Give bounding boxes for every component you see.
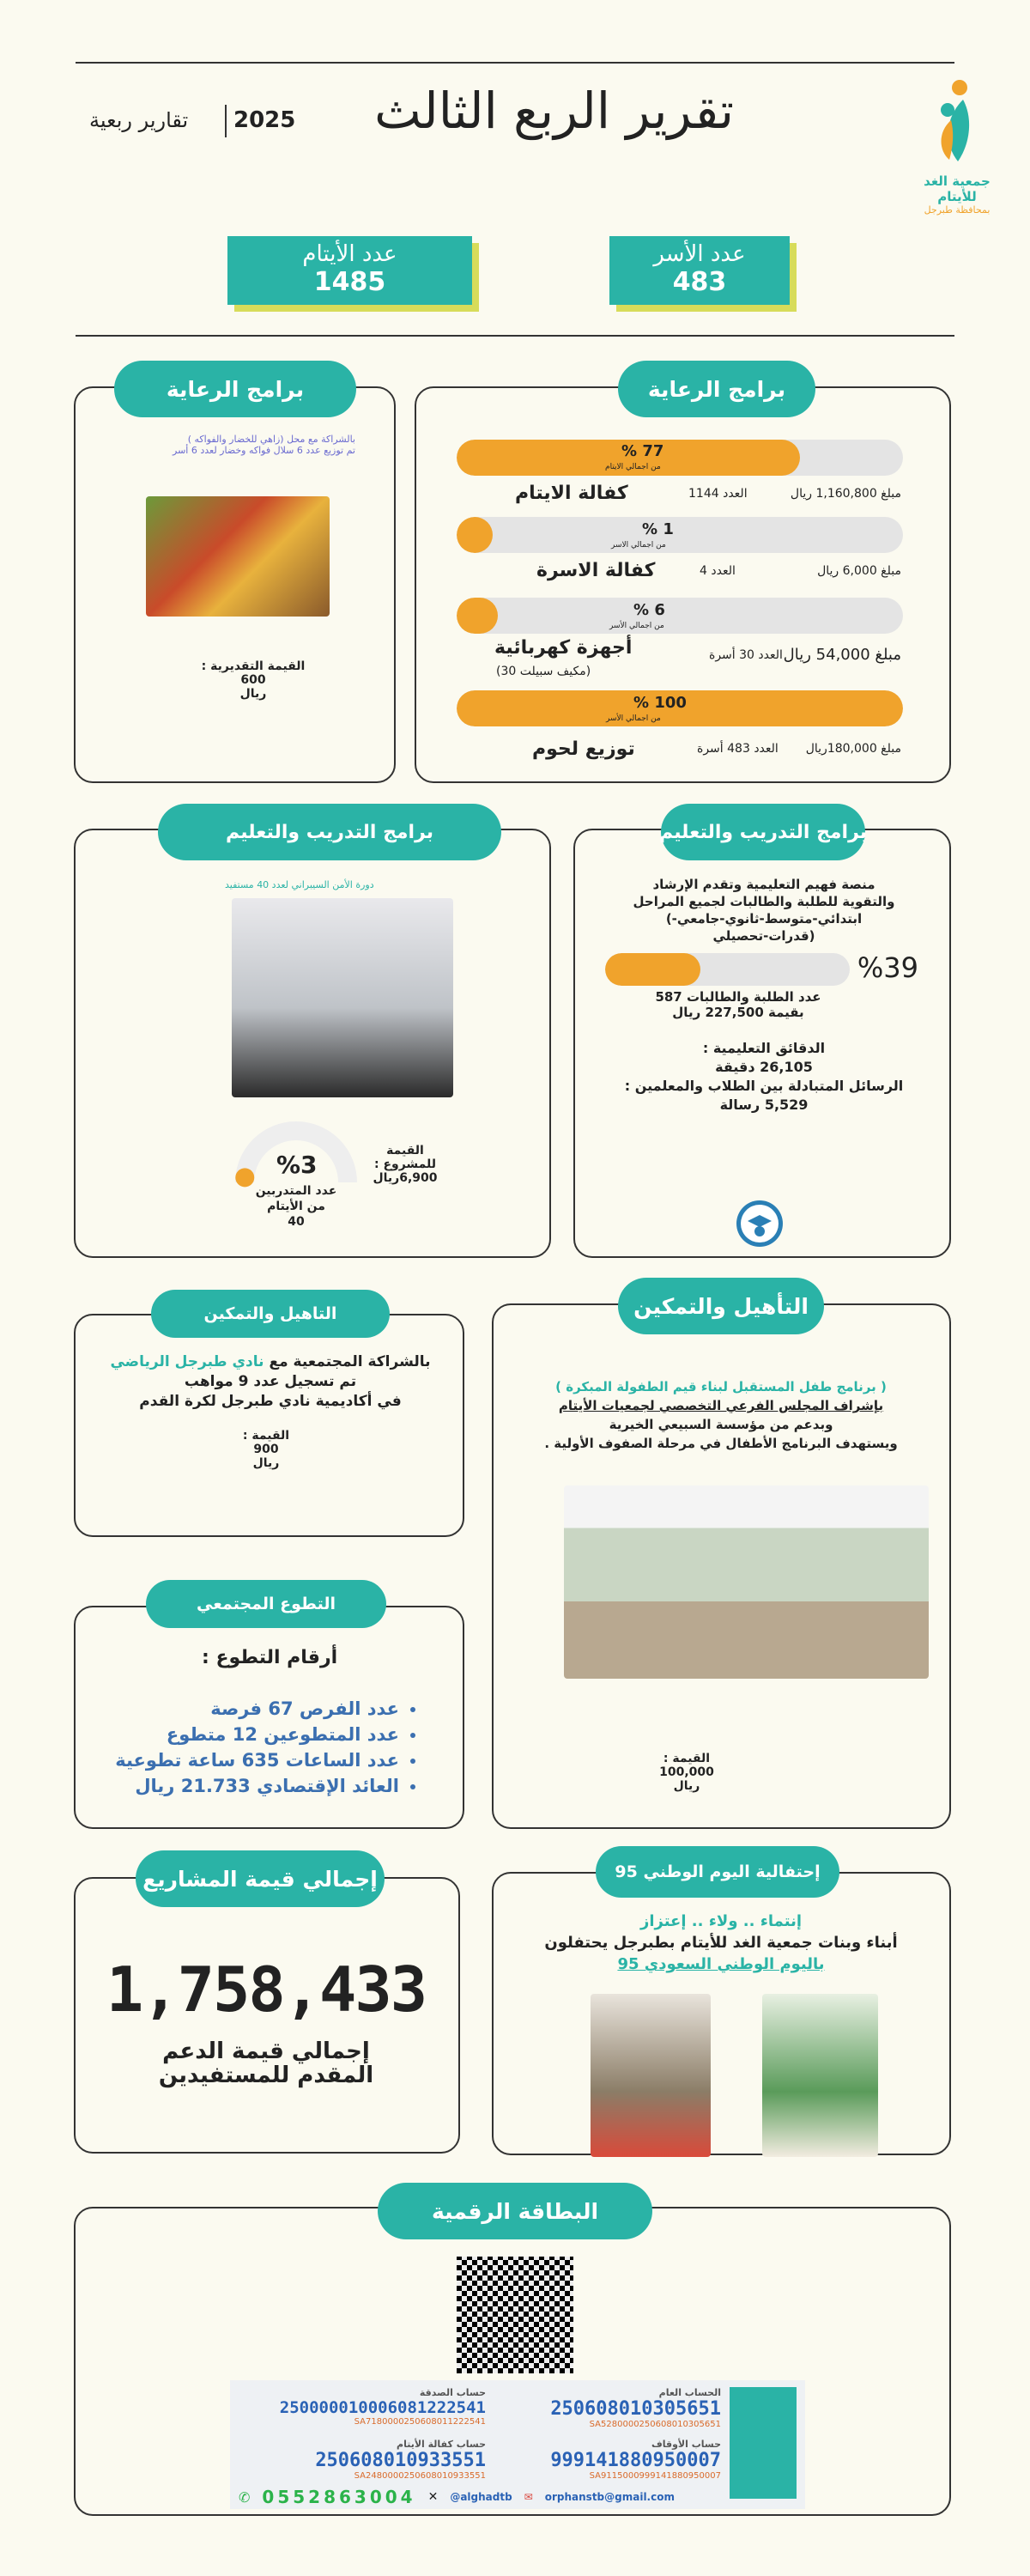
total-caption2: المقدم للمستفيدين	[158, 2063, 374, 2088]
orphans-value: 1485	[313, 267, 386, 297]
report-subtitle: تقارير ربعية	[89, 108, 189, 132]
national-day-photo-1	[762, 1994, 878, 2157]
top-divider	[76, 62, 954, 64]
title-separator	[225, 105, 227, 137]
training-bar-fill	[605, 953, 700, 986]
care-bar-track	[457, 598, 903, 634]
bank-accounts-panel	[230, 2380, 805, 2509]
care-side-text	[89, 434, 355, 456]
care-count: العدد 4	[700, 564, 736, 578]
care-bar-track	[457, 440, 903, 476]
total-heading: إجمالي قيمة المشاريع	[136, 1850, 385, 1907]
training-desc-line: والتقوية للطلبة والطالبات لجميع المراحل	[633, 894, 895, 909]
training-side-heading: برامج التدريب والتعليم	[158, 804, 501, 860]
training-pct: %39	[857, 951, 918, 984]
email-address[interactable]: orphanstb@gmail.com	[544, 2491, 675, 2503]
digital-card-heading: البطاقة الرقمية	[378, 2183, 652, 2239]
care-count: العدد 30 أسرة	[709, 648, 783, 662]
rehab-side-club: نادي طبرجل الرياضي	[110, 1353, 264, 1370]
rehab-main-value-label: القيمة :	[663, 1752, 711, 1765]
page-title: تقرير الربع الثالث	[374, 82, 734, 140]
org-name: جمعية الغد للأيتام	[924, 173, 991, 204]
orphans-stat	[227, 236, 472, 305]
total-value: 1,758,433	[106, 1953, 427, 2026]
care-pct: 77 %	[621, 442, 664, 460]
care-pct: 100 %	[633, 694, 687, 712]
trainees-pct: %3	[276, 1151, 318, 1179]
care-count: العدد 483 أسرة	[697, 742, 779, 756]
care-count: العدد 1144	[688, 487, 748, 501]
x-icon: ✕	[427, 2490, 439, 2504]
training-desc-line: منصة فهيم التعليمية وتقدم الإرشاد	[652, 877, 876, 892]
national-day-text	[498, 1911, 944, 1975]
care-side-value-label: القيمة التقديرية :	[201, 659, 306, 673]
volunteer-item: • عدد الفرص 67 فرصة	[82, 1696, 399, 1722]
account-endowment	[494, 2439, 721, 2481]
account-orphan-sponsor	[237, 2439, 486, 2481]
account-number: 250000010006081222541	[279, 2398, 486, 2417]
training-metrics	[601, 1039, 927, 1115]
volunteer-item: • العائد الإقتصادي 21.733 ريال	[82, 1773, 399, 1799]
orphans-label: عدد الأيتام	[302, 241, 397, 267]
care-amount: مبلغ 180,000ريال	[805, 742, 901, 756]
training-desc	[601, 876, 927, 945]
report-year: 2025	[233, 107, 296, 133]
rehab-side-line3: في أكاديمية نادي طبرجل لكرة القدم	[139, 1393, 402, 1410]
care-side-line1: بالشراكة مع محل (زاهي للخضار والفواكه )	[187, 434, 355, 445]
qr-code-icon[interactable]	[457, 2257, 573, 2373]
rehab-side-heading: التاهيل والتمكين	[151, 1290, 390, 1338]
care-amount: مبلغ 54,000 ريال	[783, 646, 901, 664]
national-day-line2: أبناء وبنات جمعية الغد للأيتام بطبرجل يحتفلون	[544, 1934, 898, 1952]
national-day-line1: إنتماء .. ولاء .. إعتزاز	[639, 1912, 803, 1930]
care-side-heading: برامج الرعاية	[114, 361, 356, 417]
rehab-main-value-amount: 100,000	[659, 1765, 714, 1779]
minutes-label: الدقائق التعليمية :	[702, 1040, 826, 1056]
national-day-photo-2	[591, 1994, 711, 2157]
care-bar-note: من اجمالي الأسر	[609, 622, 664, 630]
social-handle[interactable]: @alghadtb	[450, 2491, 512, 2503]
care-item-name: أجهزة كهربائية	[494, 637, 633, 659]
care-item-sub: (مكيف سبيلت 30)	[496, 665, 591, 678]
messages-label: الرسائل المتبادلة بين الطلاب والمعلمين :	[624, 1078, 904, 1094]
account-number: 250608010933551	[315, 2450, 486, 2471]
classroom-photo	[232, 898, 453, 1097]
contact-row	[239, 2487, 719, 2507]
rehab-side-card	[74, 1314, 464, 1537]
rehab-side-value	[215, 1429, 318, 1470]
account-number: 250608010305651	[550, 2398, 721, 2420]
total-caption	[94, 2039, 438, 2087]
care-item-name: توزيع لحوم	[532, 738, 635, 760]
email-icon: ✉	[524, 2491, 533, 2503]
care-side-value: 600	[240, 673, 266, 687]
training-students-value: بقيمة 227,500 ريال	[672, 1005, 804, 1020]
vegetables-photo	[146, 496, 330, 617]
rehab-program: ( برنامج طفل المستقبل لبناء قيم الطفولة المبكرة )	[555, 1379, 887, 1394]
rehab-main-text	[498, 1377, 944, 1453]
care-pct: 6 %	[633, 601, 665, 619]
rehab-main-line3: ويستهدف البرنامج الأطفال في مرحلة الصفوف الأولية .	[544, 1436, 898, 1451]
trainees-block	[249, 1183, 343, 1230]
rehab-side-text	[86, 1352, 455, 1412]
rehab-main-value	[639, 1752, 734, 1793]
account-iban: SA5280000250608010305651	[589, 2420, 721, 2429]
account-general	[494, 2387, 721, 2429]
care-amount: مبلغ 6,000 ريال	[817, 564, 901, 578]
training-desc-line: (قدرات-تحصيلي	[712, 928, 815, 944]
care-side-currency: ريال	[239, 687, 267, 701]
volunteer-item: • عدد الساعات 635 ساعة تطوعية	[82, 1747, 399, 1773]
total-caption1: إجمالي قيمة الدعم	[162, 2038, 370, 2064]
volunteer-list	[82, 1696, 416, 1799]
care-side-line2: تم توزيع عدد 6 سلال فواكه وخضار لعدد 6 أسر	[173, 445, 355, 456]
volunteer-item: • عدد المتطوعين 12 متطوع	[82, 1722, 399, 1747]
messages-value: 5,529 رسالة	[719, 1097, 809, 1113]
care-item-name: كفالة الايتام	[515, 483, 628, 504]
course-label: دورة الأمن السيبراني لعدد 40 مستفيد	[225, 879, 374, 890]
training-students-count: عدد الطلبة والطالبات 587	[655, 989, 821, 1005]
care-bar-note: من اجمالي الأسر	[606, 714, 661, 723]
card-thumbnail	[730, 2387, 797, 2499]
care-bar-note: من اجمالي الايتام	[605, 463, 661, 471]
rehab-side-value-amount: 900	[253, 1443, 279, 1456]
account-label: حساب كفالة الأيتام	[397, 2439, 486, 2450]
rehab-main-currency: ريال	[673, 1779, 700, 1793]
rehab-main-line2: وبدعم من مؤسسة السبيعي الخيرية	[609, 1417, 833, 1432]
rehab-side-currency: ريال	[252, 1456, 280, 1470]
care-bar-track	[457, 517, 903, 553]
national-day-line3: باليوم الوطني السعودي 95	[617, 1955, 825, 1973]
org-logo	[910, 76, 1004, 216]
whatsapp-icon: ✆	[239, 2488, 251, 2506]
account-charity	[237, 2387, 486, 2427]
training-desc-line: ابتدائي-متوسط-ثانوي-جامعي-)	[665, 911, 863, 927]
rehab-side-line2: تم تسجيل عدد 9 مواهب	[184, 1373, 357, 1390]
account-iban: SA2480000250608010933551	[354, 2471, 486, 2481]
care-item-name: كفالة الاسرة	[536, 560, 656, 581]
volunteer-title: أرقام التطوع :	[202, 1647, 338, 1668]
account-iban: SA9115000999141880950007	[589, 2471, 721, 2481]
training-side-value-amount: 6,900ريال	[373, 1171, 438, 1185]
care-main-heading: برامج الرعاية	[618, 361, 815, 417]
org-sub: بمحافظة طبرجل	[924, 204, 991, 216]
account-label: حساب الصدقة	[419, 2387, 486, 2398]
kids-program-photo	[564, 1485, 929, 1679]
training-bar-track	[605, 953, 850, 986]
minutes-value: 26,105 دقيقة	[715, 1059, 813, 1075]
care-side-value-block	[180, 659, 326, 701]
logo-figure-icon	[910, 76, 1004, 170]
stats-divider	[76, 335, 954, 337]
families-label: عدد الأسر	[653, 241, 746, 267]
training-side-value	[371, 1144, 439, 1185]
training-side-value-label: القيمة للمشروع :	[373, 1144, 437, 1171]
care-bar-fill	[457, 598, 498, 634]
training-students	[618, 989, 858, 1020]
national-day-heading: إحتفالية اليوم الوطني 95	[596, 1846, 839, 1898]
families-value: 483	[672, 267, 727, 297]
graduation-icon	[736, 1200, 783, 1247]
rehab-side-value-label: القيمة :	[242, 1429, 290, 1443]
care-bar-note: من اجمالي الاسر	[611, 541, 666, 550]
rehab-side-line1a: بالشراكة المجتمعية مع	[269, 1353, 431, 1370]
care-amount: مبلغ 1,160,800 ريال	[790, 487, 901, 501]
care-pct: 1 %	[642, 520, 674, 538]
training-main-heading: برامج التدريب والتعليم	[661, 804, 865, 860]
rehab-main-heading: التأهيل والتمكين	[618, 1278, 824, 1334]
trainees-label: عدد المتدربين من الأيتام	[255, 1184, 337, 1213]
rehab-main-line1: بإشراف المجلس الفرعي التخصصي لجمعيات الأيتام	[558, 1398, 884, 1413]
account-number: 999141880950007	[550, 2450, 721, 2471]
volunteer-heading: التطوع المجتمعي	[146, 1580, 386, 1628]
account-iban: SA7180000250608011222541	[354, 2417, 486, 2427]
families-stat	[609, 236, 790, 305]
account-label: الحساب العام	[658, 2387, 721, 2398]
phone-number[interactable]: 0552863004	[262, 2487, 416, 2507]
trainees-value: 40	[288, 1215, 305, 1229]
care-bar-fill	[457, 517, 493, 553]
account-label: حساب الأوقاف	[651, 2439, 721, 2450]
